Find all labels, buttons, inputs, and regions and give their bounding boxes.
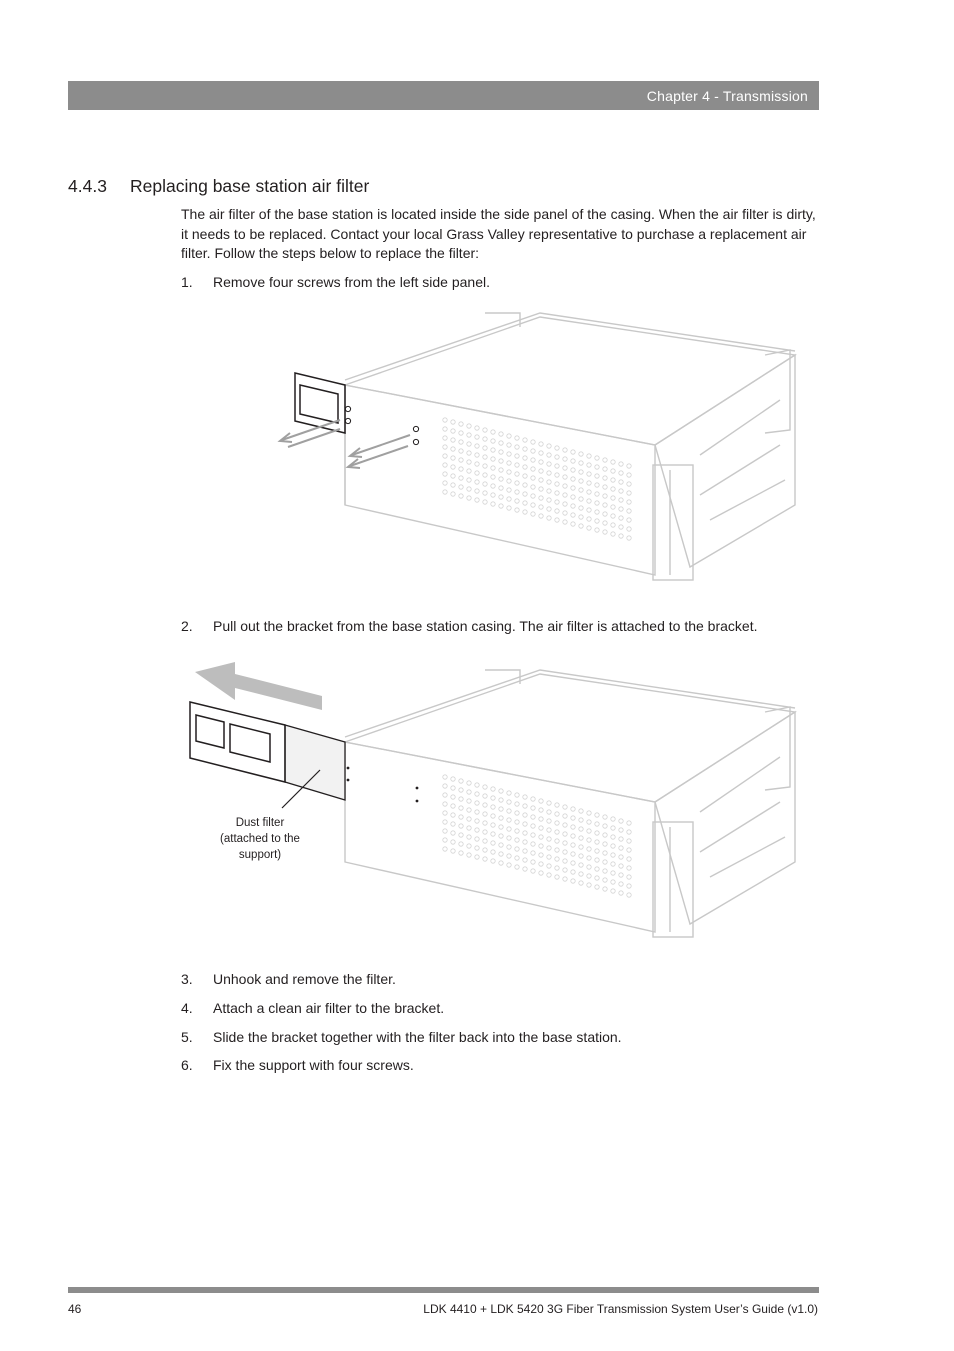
section-heading — [68, 176, 369, 197]
casing-front — [345, 742, 655, 932]
step-number: 5. — [181, 1029, 193, 1045]
step-text: Slide the bracket together with the filter back into the base station. — [213, 1029, 622, 1045]
rack-ear-front — [653, 822, 693, 937]
section-number: 4.4.3 — [68, 176, 107, 196]
casing-front — [345, 385, 655, 575]
pull-arrow — [195, 662, 322, 710]
dust-filter — [285, 725, 345, 800]
step-text: Fix the support with four screws. — [213, 1057, 414, 1073]
chapter-title: Chapter 4 - Transmission — [646, 88, 808, 104]
screws — [345, 406, 418, 444]
rack-ear-front — [653, 465, 693, 580]
casing-top — [345, 317, 795, 445]
vent-holes — [443, 418, 631, 540]
casing-top — [345, 674, 795, 802]
dust-filter-label-line: support) — [238, 849, 282, 861]
bracket — [190, 702, 285, 782]
step-text: Attach a clean air filter to the bracket. — [213, 1000, 445, 1016]
step-number: 1. — [181, 274, 193, 290]
step-text: Remove four screws from the left side panel. — [213, 274, 491, 290]
intro-paragraph: The air filter of the base station is located inside the side panel of the casing. When the air filter is dirty, it needs to be replaced. Contact your local Grass Valley representative to purchase a replacement air filter. Follow the steps below to replace the filter: — [181, 206, 816, 261]
chapter-header-bar — [68, 81, 819, 110]
side-bracket — [295, 373, 345, 433]
step-number: 2. — [181, 618, 193, 634]
step-text: Unhook and remove the filter. — [213, 971, 396, 987]
step-number: 6. — [181, 1057, 193, 1073]
step-number: 4. — [181, 1000, 193, 1016]
footer-bar — [68, 1287, 819, 1293]
dust-filter-label — [200, 815, 320, 863]
section-title: Replacing base station air filter — [130, 176, 370, 196]
step-text: Pull out the bracket from the base station casing. The air filter is attached to the bracket. — [213, 618, 758, 634]
dust-filter-label-line: (attached to the — [220, 833, 300, 845]
step-number: 3. — [181, 971, 193, 987]
dust-filter-label-line: Dust filter — [235, 817, 285, 829]
page-number: 46 — [68, 1302, 82, 1316]
figure-remove-screws — [260, 305, 805, 595]
screw-holes — [347, 767, 419, 803]
figure-pull-bracket — [180, 660, 805, 945]
document-title: LDK 4410 + LDK 5420 3G Fiber Transmission System User’s Guide (v1.0) — [423, 1302, 818, 1316]
vent-holes — [443, 775, 631, 897]
